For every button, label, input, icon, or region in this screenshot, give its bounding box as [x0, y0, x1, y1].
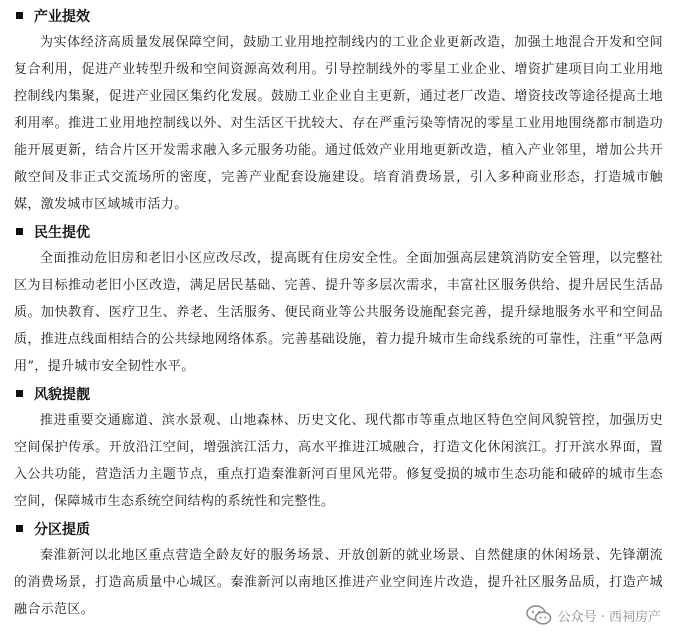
section-heading [14, 380, 663, 407]
section-heading-text: 民生提优 [34, 224, 90, 241]
section-heading [14, 515, 663, 542]
section-heading-text: 风貌提靓 [34, 386, 90, 403]
section-heading-text: 产业提效 [34, 8, 90, 25]
square-bullet-icon [16, 12, 23, 19]
section-body: 推进重要交通廊道、滨水景观、山地森林、历史文化、现代都市等重点地区特色空间风貌管控，加强历史空间保护传承。开放沿江空间，增强滨江活力，高水平推进江城融合，打造文化休闲滨江。打开滨水界面，置入公共功能，营造活力主题节点，重点打造秦淮新河百里风光带。修复受损的城市生态功能和破碎的城市生态空间，保障城市生态系统空间结构的系统性和完整性。 [14, 413, 663, 509]
section-body: 全面推动危旧房和老旧小区应改尽改，提高既有住房安全性。全面加强高层建筑消防安全管理，以完整社区为目标推动老旧小区改造，满足居民基础、完善、提升等多层次需求，丰富社区服务供给、提升居民生活品质。加快教育、医疗卫生、养老、生活服务、便民商业等公共服务设施配套完善，提升绿地服务水平和空间品质，推进点线面相结合的公共绿地网络体系。完善基础设施，着力提升城市生命线系统的可靠性，注重“平急两用”，提升城市安全韧性水平。 [14, 251, 663, 374]
section-heading-text: 分区提质 [34, 521, 90, 538]
section-body: 为实体经济高质量发展保障空间，鼓励工业用地控制线内的工业企业更新改造，加强土地混合开发和空间复合利用，促进产业转型升级和空间资源高效利用。引导控制线外的零星工业企业、增资扩建项目向工业用地控制线内集聚，促进产业园区集约化发展。鼓励工业企业自主更新，通过老厂改造、增资技改等途径提高土地利用率。推进工业用地控制线以外、对生活区干扰较大、存在严重污染等情况的零星工业用地围绕都市制造功能开展更新，结合片区开发需求融入多元服务功能。通过低效产业用地更新改造，植入产业邻里，增加公共开敞空间及非正式交流场所的密度，完善产业配套设施建设。培育消费场景，引入多种商业形态，打造城市触媒，激发城市区域城市活力。 [14, 35, 663, 212]
square-bullet-icon [16, 228, 23, 235]
section-heading [14, 218, 663, 245]
section-industry [14, 2, 663, 218]
section-livelihood [14, 218, 663, 380]
watermark-text: 公众号 · 西祠房产 [557, 609, 661, 625]
square-bullet-icon [16, 390, 23, 397]
wechat-icon [526, 605, 552, 625]
square-bullet-icon [16, 525, 23, 532]
watermark [526, 605, 661, 625]
section-heading [14, 2, 663, 29]
section-cityscape [14, 380, 663, 515]
section-body: 秦淮新河以北地区重点营造全龄友好的服务场景、开放创新的就业场景、自然健康的休闲场景、先锋潮流的消费场景，打造高质量中心城区。秦淮新河以南地区推进产业空间连片改造，提升社区服务品质，打造产城融合示范区。 [14, 548, 663, 617]
